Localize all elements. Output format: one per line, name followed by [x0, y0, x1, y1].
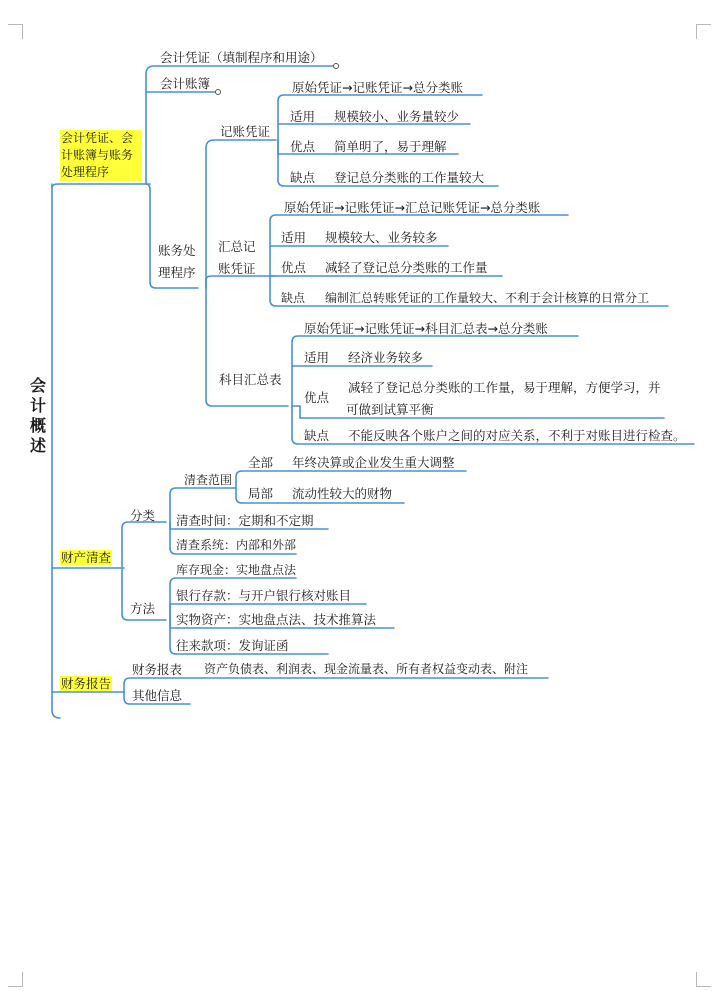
hz-dis-value: 编制汇总转账凭证的工作量较大、不利于会计核算的日常分工	[325, 291, 650, 305]
node-financial-statements: 财务报表	[132, 662, 183, 677]
jz-dis-key: 缺点	[290, 170, 316, 185]
node-accounting-voucher: 会计凭证（填制程序和用途）	[160, 50, 323, 65]
km-apply-key: 适用	[304, 350, 330, 365]
topic-financial-report: 财务报告	[61, 676, 112, 691]
jz-apply-key: 适用	[290, 109, 316, 124]
scope-all-value: 年终决算或企业发生重大调整	[292, 455, 455, 470]
hz-apply-key: 适用	[281, 230, 307, 245]
jz-dis-value: 登记总分类账的工作量较大	[334, 170, 485, 185]
node-km-summary: 科目汇总表	[219, 372, 282, 387]
scope-part-value: 流动性较大的财物	[292, 486, 393, 501]
scope-all-key: 全部	[248, 455, 274, 470]
node-other-info: 其他信息	[132, 688, 183, 703]
scope-part-key: 局部	[248, 486, 274, 501]
jz-adv-value: 简单明了，易于理解	[334, 139, 447, 154]
km-dis-value: 不能反映各个账户之间的对应关系，不利于对账目进行检查。	[348, 428, 686, 443]
km-adv-key: 优点	[304, 390, 330, 405]
jz-adv-key: 优点	[290, 139, 316, 154]
node-jz-voucher: 记账凭证	[220, 124, 271, 139]
km-adv-value-line2: 可做到试算平衡	[346, 402, 434, 417]
method-cash: 库存现金：实地盘点法	[176, 563, 297, 577]
topic-property-check: 财产清查	[61, 550, 112, 565]
jz-apply-value: 规模较小、业务量较少	[334, 109, 460, 124]
node-accounting-book: 会计账簿	[160, 76, 211, 91]
topic-voucher-book-procedure: 会计凭证、会计账簿与账务处理程序	[60, 130, 142, 181]
method-bank: 银行存款：与开户银行核对账目	[176, 588, 352, 603]
node-check-scope: 清查范围	[184, 473, 233, 487]
method-receivables: 往来款项：发询证函	[176, 638, 289, 653]
node-classify: 分类	[130, 508, 156, 523]
node-accounting-procedure: 账务处理程序	[158, 243, 196, 280]
node-method: 方法	[130, 601, 156, 616]
hz-apply-value: 规模较大、业务较多	[325, 230, 438, 245]
km-apply-value: 经济业务较多	[348, 350, 424, 365]
hz-adv-value: 减轻了登记总分类账的工作量	[325, 260, 488, 275]
km-adv-value-line1: 减轻了登记总分类账的工作量，易于理解，方便学习，并	[348, 380, 661, 395]
root-topic: 会计概述	[29, 376, 46, 455]
node-hz-voucher: 汇总记账凭证	[218, 239, 256, 276]
jz-flow: 原始凭证→记账凭证→总分类账	[292, 80, 463, 95]
node-check-system: 清查系统：内部和外部	[176, 538, 297, 552]
hz-dis-key: 缺点	[281, 291, 306, 305]
method-goods: 实物资产：实地盘点法、技术推算法	[176, 612, 377, 627]
node-check-time: 清查时间：定期和不定期	[176, 513, 314, 528]
hz-adv-key: 优点	[281, 260, 307, 275]
hz-flow: 原始凭证→记账凭证→汇总记账凭证→总分类账	[284, 200, 541, 215]
km-dis-key: 缺点	[304, 428, 330, 443]
financial-statements-list: 资产负债表、利润表、现金流量表、所有者权益变动表、附注	[204, 662, 529, 676]
km-flow: 原始凭证→记账凭证→科目汇总表→总分类账	[304, 321, 548, 336]
